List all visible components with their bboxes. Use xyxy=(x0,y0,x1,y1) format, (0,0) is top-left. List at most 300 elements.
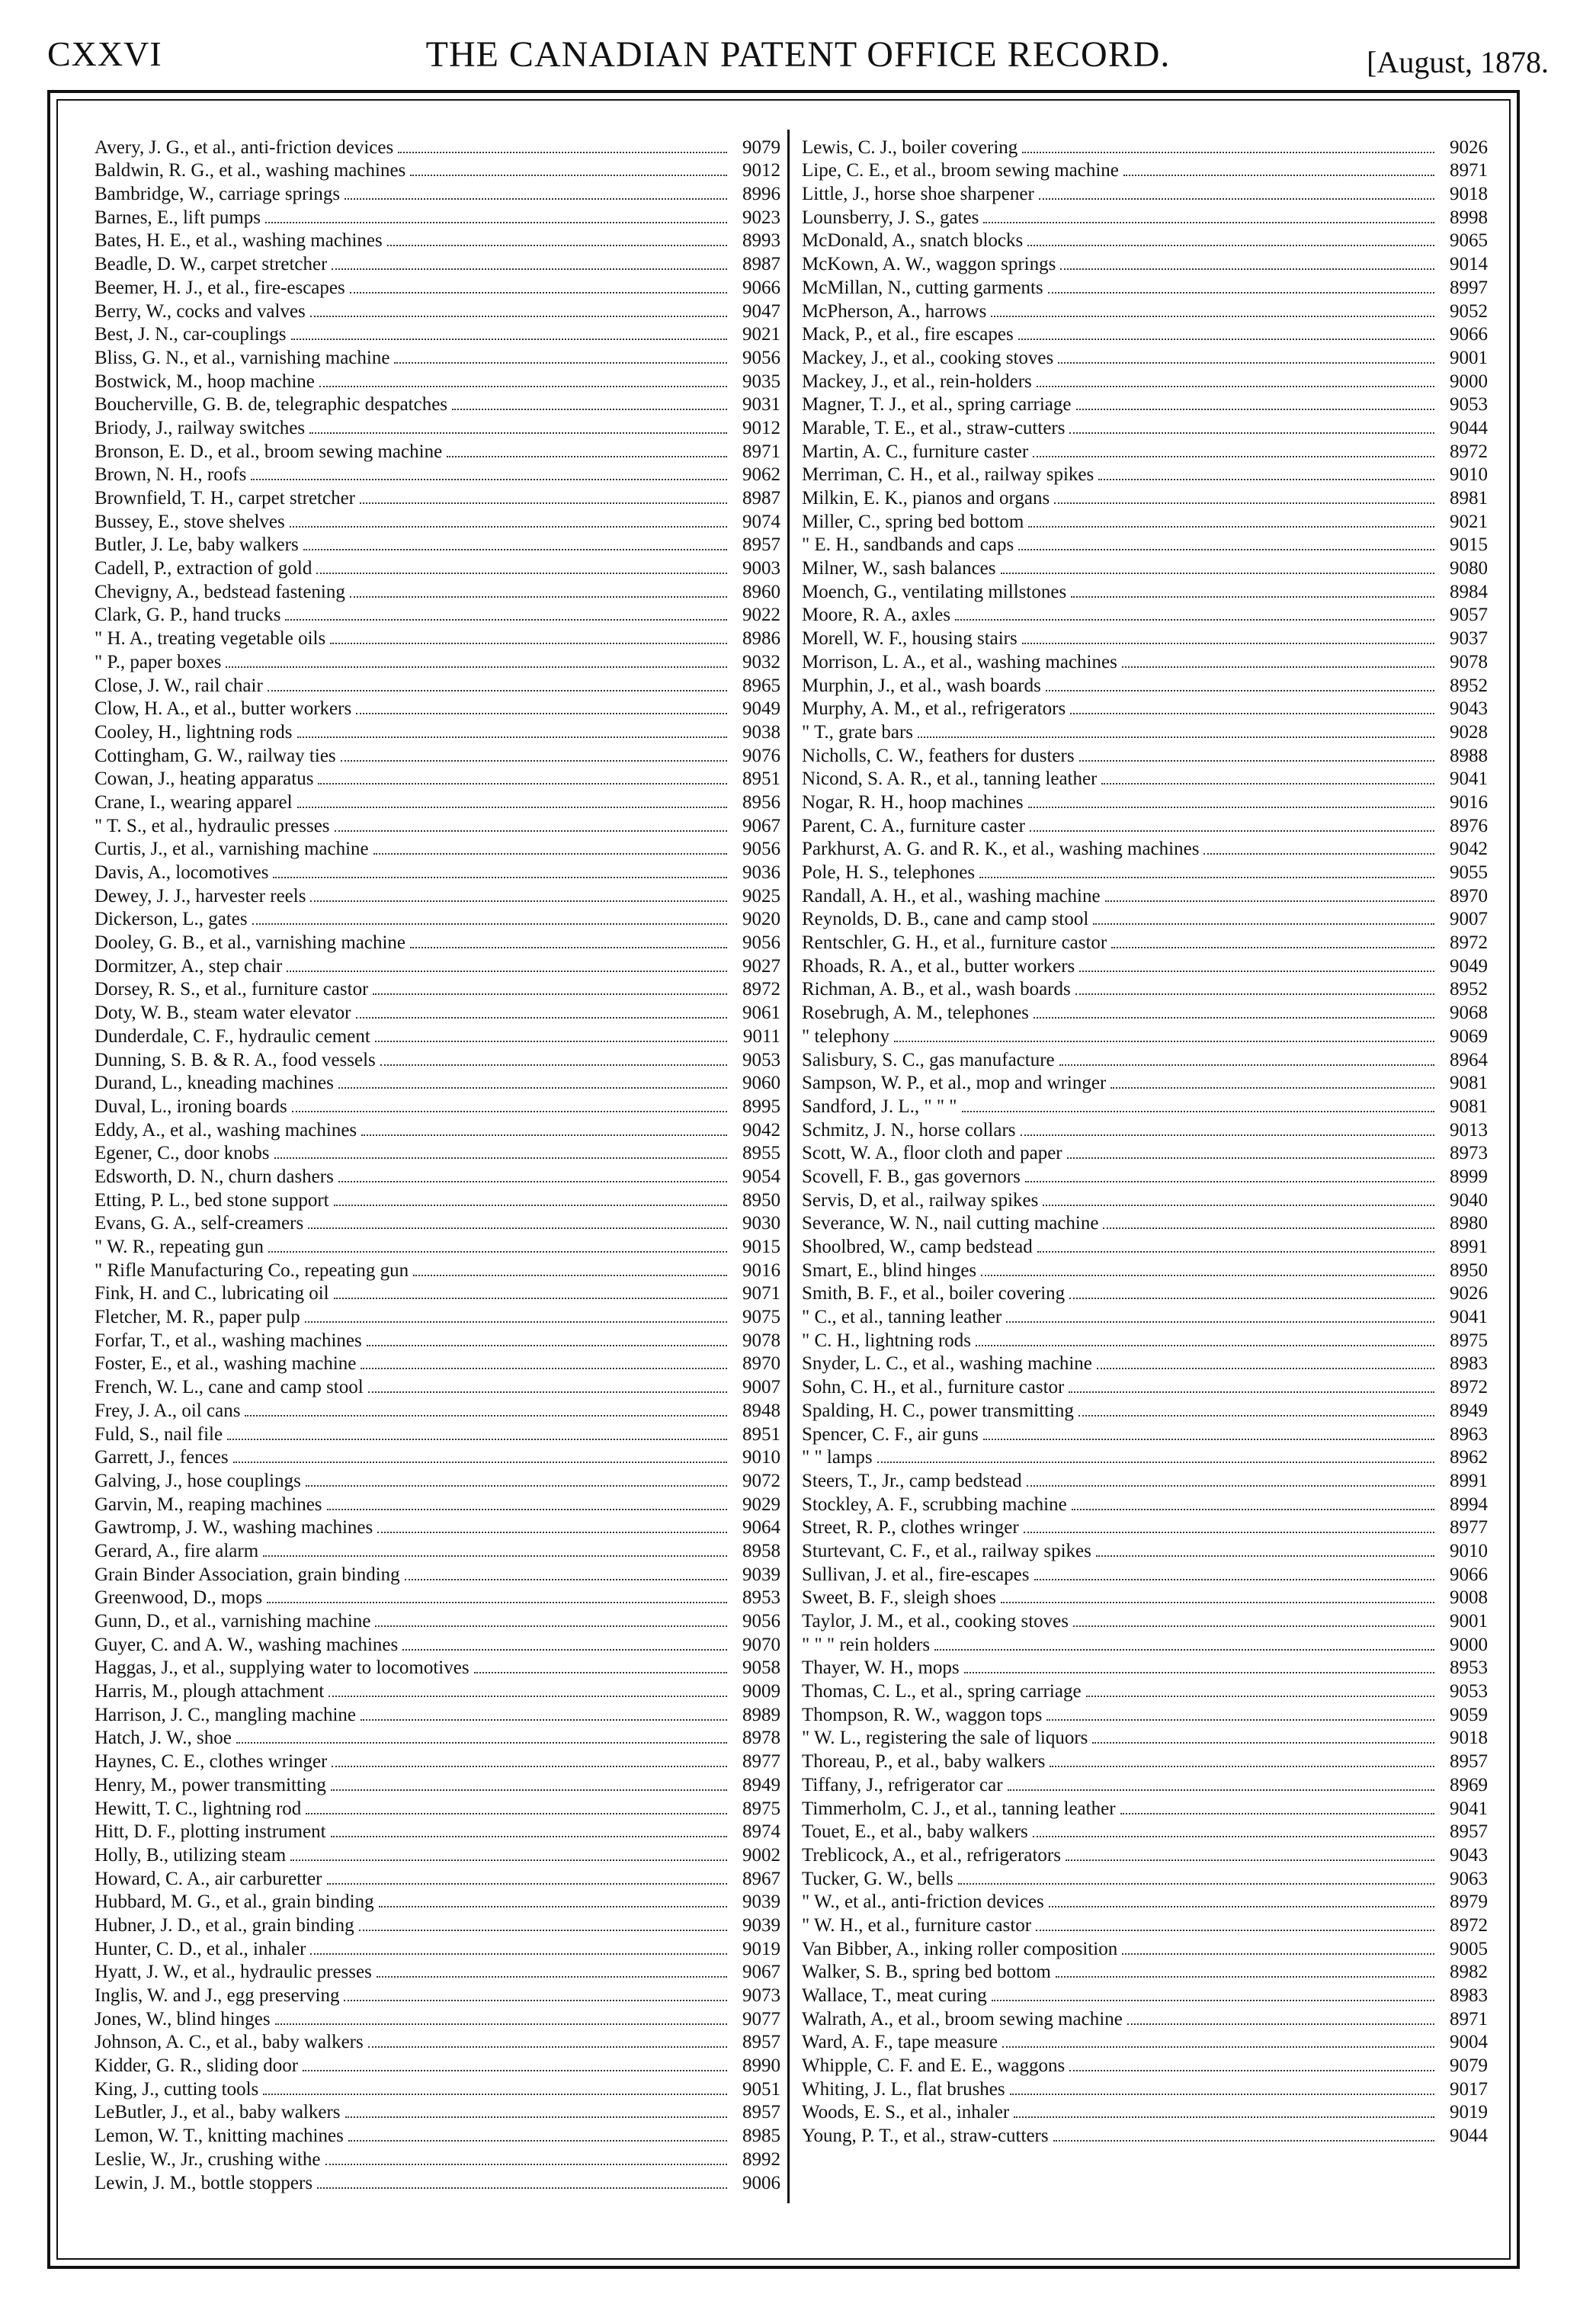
entry-name: Hewitt, T. C., lightning rod xyxy=(95,1798,302,1819)
leader-dots xyxy=(226,666,727,668)
leader-dots xyxy=(1054,502,1434,504)
index-entry xyxy=(95,1095,780,1118)
index-entry xyxy=(95,1797,780,1821)
leader-dots xyxy=(233,1462,727,1463)
patent-number: 9081 xyxy=(1450,1073,1488,1094)
entry-name: Howard, C. A., air carburetter xyxy=(95,1868,322,1889)
leader-dots xyxy=(273,877,727,878)
entry-name: Scott, W. A., floor cloth and paper xyxy=(802,1143,1062,1164)
index-entry xyxy=(95,393,780,417)
patent-number: 9003 xyxy=(742,558,780,579)
index-entry xyxy=(802,674,1488,698)
entry-name: Dunderdale, C. F., hydraulic cement xyxy=(95,1025,370,1047)
leader-dots xyxy=(1060,268,1434,270)
index-entry xyxy=(802,206,1488,229)
index-entry xyxy=(802,1048,1488,1072)
index-entry xyxy=(802,2078,1488,2101)
column-divider xyxy=(787,130,790,2203)
index-entry xyxy=(95,580,780,604)
patent-number: 9066 xyxy=(1450,324,1488,345)
leader-dots xyxy=(331,1836,727,1837)
index-entry xyxy=(802,580,1488,604)
leader-dots xyxy=(1122,1953,1434,1955)
index-entry xyxy=(802,1867,1488,1891)
index-entry xyxy=(95,557,780,580)
leader-dots xyxy=(1073,1625,1434,1627)
leader-dots xyxy=(350,596,727,598)
leader-dots xyxy=(1037,1251,1434,1253)
leader-dots xyxy=(1098,479,1434,480)
index-entry xyxy=(802,440,1488,464)
patent-number: 9067 xyxy=(742,815,780,836)
leader-dots xyxy=(1001,1602,1434,1603)
leader-dots xyxy=(1002,2046,1434,2048)
patent-number: 8983 xyxy=(1450,1353,1488,1375)
index-entry xyxy=(95,1048,780,1072)
leader-dots xyxy=(1027,245,1434,246)
patent-number: 9015 xyxy=(742,1237,780,1257)
patent-number: 9017 xyxy=(1450,2078,1488,2100)
index-entry xyxy=(802,1423,1488,1446)
leader-dots xyxy=(236,1742,727,1744)
leader-dots xyxy=(316,573,727,574)
index-entry xyxy=(95,1352,780,1376)
index-entry xyxy=(95,908,780,932)
leader-dots xyxy=(1022,152,1434,153)
leader-dots xyxy=(327,1883,728,1885)
patent-number: 8965 xyxy=(742,675,780,696)
leader-dots xyxy=(1056,1976,1434,1978)
leader-dots xyxy=(410,947,727,948)
index-entry xyxy=(802,1563,1488,1587)
index-entry xyxy=(802,1259,1488,1282)
patent-number: 9060 xyxy=(742,1073,780,1094)
leader-dots xyxy=(1071,596,1434,598)
leader-dots xyxy=(338,1181,727,1182)
patent-number: 9053 xyxy=(1450,394,1488,416)
leader-dots xyxy=(328,1696,727,1697)
leader-dots xyxy=(955,619,1434,621)
leader-dots xyxy=(227,1439,727,1440)
patent-number: 8950 xyxy=(742,1189,780,1211)
leader-dots xyxy=(983,222,1434,223)
index-entry xyxy=(95,1587,780,1610)
patent-number: 9025 xyxy=(742,885,780,906)
leader-dots xyxy=(394,362,727,364)
index-entry xyxy=(95,416,780,440)
index-entry xyxy=(802,931,1488,955)
entry-name: Sullivan, J. et al., fire-escapes xyxy=(802,1564,1030,1585)
index-entry xyxy=(802,1914,1488,1937)
index-entry xyxy=(95,1703,780,1727)
index-entry xyxy=(802,393,1488,417)
index-entry xyxy=(802,416,1488,440)
index-column-right xyxy=(802,136,1488,2148)
patent-number: 9018 xyxy=(1450,184,1488,205)
leader-dots xyxy=(1028,807,1434,808)
entry-name: Bates, H. E., et al., washing machines xyxy=(95,230,383,252)
entry-name: Rhoads, R. A., et al., butter workers xyxy=(802,955,1075,977)
entry-name: " T. S., et al., hydraulic presses xyxy=(95,815,330,836)
leader-dots xyxy=(345,198,727,200)
entry-name: Timmerholm, C. J., et al., tanning leather xyxy=(802,1798,1116,1819)
entry-name: McPherson, A., harrows xyxy=(802,300,987,322)
patent-number: 8949 xyxy=(742,1774,780,1795)
leader-dots xyxy=(1014,2116,1434,2118)
leader-dots xyxy=(452,409,727,410)
patent-number: 9069 xyxy=(1450,1025,1488,1047)
entry-name: Miller, C., spring bed bottom xyxy=(802,511,1024,532)
entry-name: " P., paper boxes xyxy=(95,651,222,672)
entry-name: Cadell, P., extraction of gold xyxy=(95,558,312,579)
entry-name: Hyatt, J. W., et al., hydraulic presses xyxy=(95,1962,372,1983)
index-entry xyxy=(95,1516,780,1540)
index-entry xyxy=(802,604,1488,627)
entry-name: Hunter, C. D., et al., inhaler xyxy=(95,1938,306,1959)
index-entry xyxy=(802,300,1488,323)
entry-name: Duval, L., ironing boards xyxy=(95,1096,287,1117)
leader-dots xyxy=(958,1883,1434,1885)
leader-dots xyxy=(368,2046,727,2048)
leader-dots xyxy=(894,1041,1434,1042)
index-entry xyxy=(802,1072,1488,1096)
index-entry xyxy=(95,1259,780,1282)
leader-dots xyxy=(332,268,727,270)
leader-dots xyxy=(1067,1157,1434,1159)
patent-number: 9044 xyxy=(1450,417,1488,438)
entry-name: Parkhurst, A. G. and R. K., et al., washing machines xyxy=(802,839,1200,860)
leader-dots xyxy=(1001,573,1434,574)
patent-number: 9030 xyxy=(742,1213,780,1234)
patent-number: 9007 xyxy=(1450,909,1488,930)
index-entry xyxy=(95,510,780,534)
leader-dots xyxy=(1078,1415,1434,1417)
patent-number: 9019 xyxy=(1450,2102,1488,2123)
patent-number: 9073 xyxy=(742,1985,780,2006)
patent-number: 9041 xyxy=(1450,1307,1488,1328)
entry-name: Briody, J., railway switches xyxy=(95,417,306,438)
patent-number: 9016 xyxy=(742,1259,780,1281)
entry-name: Edsworth, D. N., churn dashers xyxy=(95,1166,334,1187)
entry-name: Spalding, H. C., power transmitting xyxy=(802,1400,1074,1421)
leader-dots xyxy=(361,1719,727,1721)
issue-date: [August, 1878. xyxy=(1367,45,1549,79)
entry-name: Murphin, J., et al., wash boards xyxy=(802,675,1041,696)
index-entry xyxy=(802,1961,1488,1984)
index-entry xyxy=(95,978,780,1002)
patent-number: 9011 xyxy=(742,1025,780,1047)
index-entry xyxy=(802,1587,1488,1610)
patent-number: 9001 xyxy=(1450,1611,1488,1632)
patent-number: 9036 xyxy=(742,862,780,883)
entry-name: Frey, J. A., oil cans xyxy=(95,1400,241,1421)
entry-name: Sampson, W. P., et al., mop and wringer xyxy=(802,1073,1107,1094)
index-entry xyxy=(95,1867,780,1891)
entry-name: Kidder, G. R., sliding door xyxy=(95,2055,299,2077)
patent-number: 9014 xyxy=(1450,254,1488,275)
leader-dots xyxy=(268,690,727,691)
patent-number: 9039 xyxy=(742,1891,780,1913)
index-entry xyxy=(802,2031,1488,2055)
patent-number: 9058 xyxy=(742,1657,780,1679)
leader-dots xyxy=(413,1275,727,1276)
index-entry xyxy=(802,323,1488,347)
index-entry xyxy=(802,1821,1488,1844)
index-entry xyxy=(802,1797,1488,1821)
leader-dots xyxy=(918,736,1434,738)
patent-number: 8989 xyxy=(742,1704,780,1725)
entry-name: " W. L., registering the sale of liquors xyxy=(802,1728,1088,1749)
index-entry xyxy=(802,1352,1488,1376)
leader-dots xyxy=(368,1391,727,1393)
entry-name: " T., grate bars xyxy=(802,721,914,743)
patent-number: 9026 xyxy=(1450,136,1488,158)
leader-dots xyxy=(1076,409,1434,410)
index-entry xyxy=(802,698,1488,721)
entry-name: Morrison, L. A., et al., washing machines xyxy=(802,651,1117,672)
index-entry xyxy=(802,1609,1488,1633)
index-entry xyxy=(802,1142,1488,1166)
leader-dots xyxy=(1105,900,1434,902)
patent-number: 8972 xyxy=(742,979,780,1000)
index-entry xyxy=(802,1937,1488,1961)
patent-number: 9062 xyxy=(742,464,780,486)
index-entry xyxy=(95,2124,780,2148)
patent-number: 9021 xyxy=(1450,511,1488,532)
patent-number: 9008 xyxy=(1450,1587,1488,1609)
patent-number: 8980 xyxy=(1450,1213,1488,1234)
entry-name: Inglis, W. and J., egg preserving xyxy=(95,1985,340,2006)
entry-name: Close, J. W., rail chair xyxy=(95,675,263,696)
patent-number: 9049 xyxy=(742,698,780,720)
index-entry xyxy=(95,1961,780,1984)
index-entry xyxy=(95,1914,780,1937)
entry-name: French, W. L., cane and camp stool xyxy=(95,1377,364,1398)
patent-number: 8964 xyxy=(1450,1049,1488,1070)
patent-number: 9051 xyxy=(742,2078,780,2100)
index-entry xyxy=(802,464,1488,487)
page-header xyxy=(0,21,1596,90)
leader-dots xyxy=(251,479,727,480)
entry-name: Evans, G. A., self-creamers xyxy=(95,1213,304,1234)
patent-number: 8974 xyxy=(742,1821,780,1843)
entry-name: Garvin, M., reaping machines xyxy=(95,1494,322,1515)
leader-dots xyxy=(1072,1509,1434,1510)
entry-name: Whiting, J. L., flat brushes xyxy=(802,2078,1005,2100)
entry-name: Moore, R. A., axles xyxy=(802,605,951,626)
entry-name: Nicholls, C. W., feathers for dusters xyxy=(802,745,1075,766)
leader-dots xyxy=(1027,1485,1434,1487)
entry-name: Dewey, J. J., harvester reels xyxy=(95,885,306,906)
index-entry xyxy=(95,838,780,861)
patent-number: 9067 xyxy=(742,1962,780,1983)
leader-dots xyxy=(377,1976,727,1978)
entry-name: Bronson, E. D., et al., broom sewing machine xyxy=(95,441,443,462)
index-entry xyxy=(95,2078,780,2101)
patent-number: 8953 xyxy=(742,1587,780,1609)
leader-dots xyxy=(402,1649,727,1651)
entry-name: Gerard, A., fire alarm xyxy=(95,1540,259,1561)
index-entry xyxy=(802,1984,1488,2007)
entry-name: Fink, H. and C., lubricating oil xyxy=(95,1283,329,1304)
entry-name: Hubner, J. D., et al., grain binding xyxy=(95,1914,354,1936)
patent-number: 9027 xyxy=(742,955,780,977)
entry-name: Smart, E., blind hinges xyxy=(802,1259,977,1281)
entry-name: Mackey, J., et al., cooking stoves xyxy=(802,347,1054,368)
entry-name: Nicond, S. A. R., et al., tanning leather xyxy=(802,768,1098,790)
entry-name: Shoolbred, W., camp bedstead xyxy=(802,1237,1033,1257)
leader-dots xyxy=(1093,923,1434,925)
patent-number: 8967 xyxy=(742,1868,780,1889)
patent-number: 8952 xyxy=(1450,979,1488,1000)
patent-number: 8994 xyxy=(1450,1494,1488,1515)
index-entry xyxy=(95,1189,780,1212)
patent-number: 9056 xyxy=(742,932,780,954)
patent-number: 8956 xyxy=(742,791,780,813)
index-entry xyxy=(95,370,780,393)
leader-dots xyxy=(1033,1836,1434,1837)
leader-dots xyxy=(877,1462,1434,1463)
leader-dots xyxy=(1092,1742,1434,1744)
patent-number: 9078 xyxy=(742,1330,780,1351)
leader-dots xyxy=(410,175,727,176)
index-entry xyxy=(802,1703,1488,1727)
patent-number: 8987 xyxy=(742,254,780,275)
index-entry xyxy=(95,604,780,627)
leader-dots xyxy=(338,1087,727,1089)
patent-number: 9015 xyxy=(1450,534,1488,556)
entry-name: Gawtromp, J. W., washing machines xyxy=(95,1517,373,1539)
leader-dots xyxy=(306,1485,727,1487)
leader-dots xyxy=(274,1157,727,1159)
index-entry xyxy=(802,1843,1488,1867)
entry-name: Milner, W., sash balances xyxy=(802,558,996,579)
entry-name: Treblicock, A., et al., refrigerators xyxy=(802,1844,1061,1866)
leader-dots xyxy=(1024,1532,1434,1533)
patent-number: 8957 xyxy=(1450,1751,1488,1773)
entry-name: McMillan, N., cutting garments xyxy=(802,277,1043,298)
entry-name: Moench, G., ventilating millstones xyxy=(802,581,1067,602)
patent-number: 9032 xyxy=(742,651,780,672)
index-entry xyxy=(95,768,780,791)
patent-number: 8955 xyxy=(742,1143,780,1164)
patent-number: 9042 xyxy=(742,1119,780,1141)
patent-number: 9075 xyxy=(742,1307,780,1328)
patent-number: 9010 xyxy=(742,1447,780,1468)
patent-number: 9000 xyxy=(1450,371,1488,392)
leader-dots xyxy=(361,1134,727,1136)
patent-number: 8976 xyxy=(1450,815,1488,836)
entry-name: Dunning, S. B. & R. A., food vessels xyxy=(95,1049,376,1070)
index-entry xyxy=(802,182,1488,206)
index-entry xyxy=(95,791,780,814)
leader-dots xyxy=(1122,666,1434,668)
entry-name: Lipe, C. E., et al., broom sewing machine xyxy=(802,160,1119,181)
index-entry xyxy=(95,2031,780,2055)
patent-number: 8982 xyxy=(1450,1962,1488,1983)
index-entry xyxy=(802,1399,1488,1423)
entry-name: Forfar, T., et al., washing machines xyxy=(95,1330,362,1351)
leader-dots xyxy=(1097,1368,1434,1369)
index-entry xyxy=(802,908,1488,932)
index-entry xyxy=(95,674,780,698)
leader-dots xyxy=(310,1953,727,1955)
patent-number: 9081 xyxy=(1450,1096,1488,1117)
index-entry xyxy=(802,557,1488,580)
patent-number: 9042 xyxy=(1450,839,1488,860)
patent-number: 9049 xyxy=(1450,955,1488,977)
leader-dots xyxy=(303,2070,727,2071)
entry-name: Taylor, J. M., et al., cooking stoves xyxy=(802,1611,1069,1632)
entry-name: Galving, J., hose couplings xyxy=(95,1470,301,1491)
patent-number: 9002 xyxy=(742,1844,780,1866)
patent-number: 8973 xyxy=(1450,1143,1488,1164)
patent-number: 8971 xyxy=(1450,160,1488,181)
index-entry xyxy=(802,1516,1488,1540)
entry-name: Salisbury, S. C., gas manufacture xyxy=(802,1049,1055,1070)
index-entry xyxy=(802,1680,1488,1703)
index-entry xyxy=(802,1025,1488,1048)
leader-dots xyxy=(934,1649,1434,1651)
patent-number: 9076 xyxy=(742,745,780,766)
index-entry xyxy=(95,1493,780,1516)
leader-dots xyxy=(373,993,727,995)
patent-number: 8971 xyxy=(1450,2008,1488,2029)
entry-name: Snyder, L. C., et al., washing machine xyxy=(802,1353,1092,1375)
leader-dots xyxy=(1069,1391,1434,1393)
entry-name: Hatch, J. W., shoe xyxy=(95,1728,232,1749)
entry-name: McKown, A. W., waggon springs xyxy=(802,254,1056,275)
entry-name: Dormitzer, A., step chair xyxy=(95,955,283,977)
patent-number: 9037 xyxy=(1450,628,1488,650)
index-entry xyxy=(95,1305,780,1329)
leader-dots xyxy=(398,152,727,153)
index-entry xyxy=(95,650,780,674)
patent-number: 9038 xyxy=(742,721,780,743)
leader-dots xyxy=(285,619,727,621)
index-entry xyxy=(802,1750,1488,1773)
index-entry xyxy=(95,252,780,276)
entry-name: Mack, P., et al., fire escapes xyxy=(802,324,1014,345)
index-entry xyxy=(95,136,780,159)
leader-dots xyxy=(991,316,1434,317)
index-entry xyxy=(802,486,1488,510)
leader-dots xyxy=(474,1672,727,1673)
entry-name: " W., et al., anti-friction devices xyxy=(802,1891,1044,1913)
leader-dots xyxy=(1006,1321,1434,1323)
entry-name: " Rifle Manufacturing Co., repeating gun xyxy=(95,1259,409,1281)
leader-dots xyxy=(1022,643,1434,644)
patent-number: 9031 xyxy=(742,394,780,416)
patent-number: 8995 xyxy=(742,1096,780,1117)
index-entry xyxy=(802,534,1488,557)
leader-dots xyxy=(1079,971,1434,972)
leader-dots xyxy=(377,1532,727,1533)
patent-number: 9026 xyxy=(1450,1283,1488,1304)
leader-dots xyxy=(310,316,727,317)
entry-name: Bussey, E., stove shelves xyxy=(95,511,285,532)
leader-dots xyxy=(1039,198,1434,200)
entry-name: " " lamps xyxy=(802,1447,873,1468)
leader-dots xyxy=(375,1041,727,1042)
index-entry xyxy=(95,206,780,229)
entry-name: Dooley, G. B., et al., varnishing machine xyxy=(95,932,406,954)
patent-number: 8971 xyxy=(742,441,780,462)
index-entry xyxy=(802,1212,1488,1236)
leader-dots xyxy=(1103,1227,1434,1229)
index-entry xyxy=(95,861,780,884)
index-entry xyxy=(95,1609,780,1633)
